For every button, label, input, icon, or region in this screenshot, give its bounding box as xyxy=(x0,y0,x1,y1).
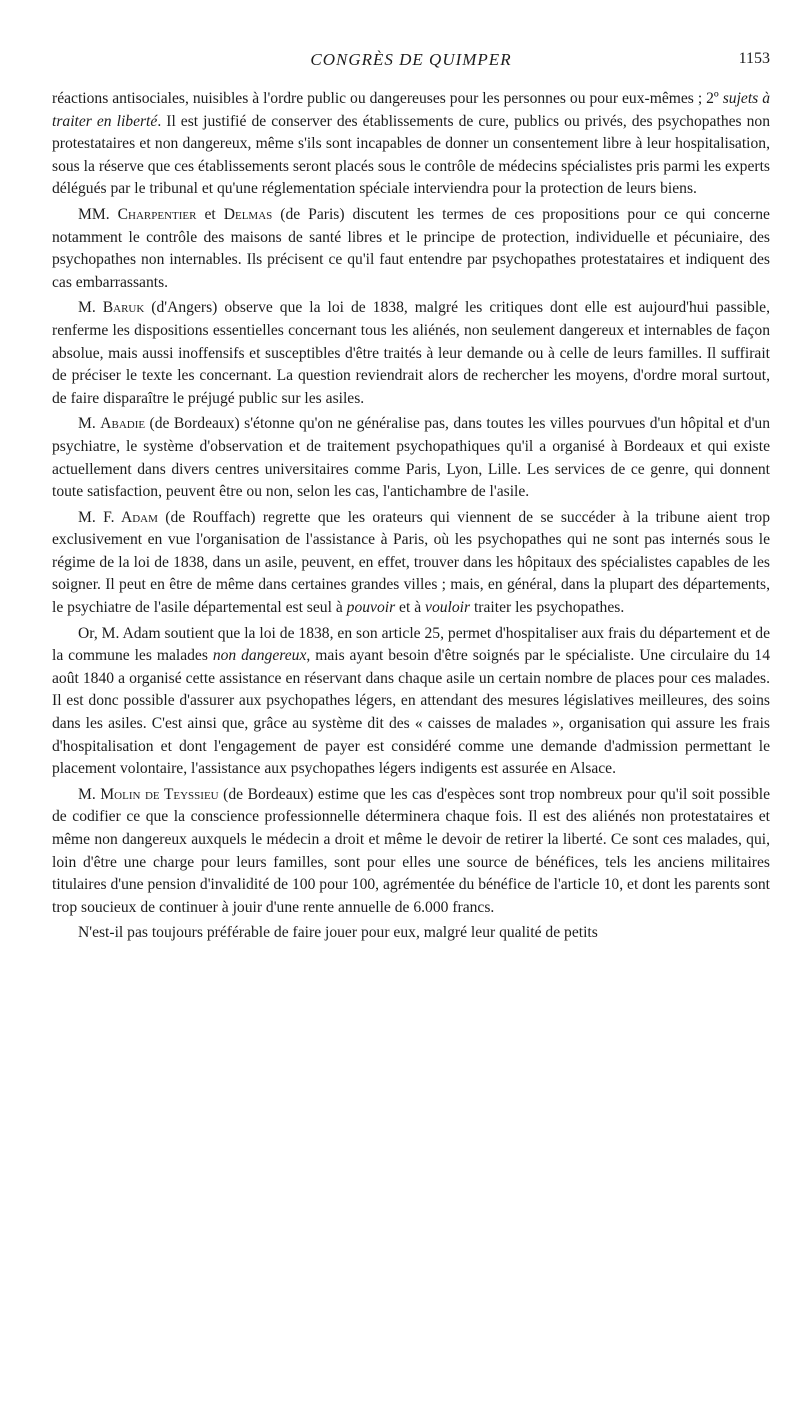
text-run: traiter les psychopathes. xyxy=(470,599,625,617)
speaker-name: F. Adam xyxy=(103,508,158,526)
paragraph-abadie xyxy=(52,413,770,503)
paragraph-baruk xyxy=(52,297,770,410)
text-run: M. xyxy=(78,508,104,526)
running-title: CONGRÈS DE QUIMPER xyxy=(310,50,512,69)
text-run: M. xyxy=(78,785,101,803)
paragraph-final-question xyxy=(52,922,770,945)
paragraph-charpentier-delmas xyxy=(52,204,770,294)
text-run: (de Bordeaux) estime que les cas d'espèces sont trop nombreux pour qu'il soit possible de codifier ce que la conscience professionnelle déterminera chaque fois. Il est des aliénés non protestataires et même non dangereux auxquels le médecin a droit et même le devoir de retirer la liberté. Ce sont ces malades, qui, loin d'être une charge pour leurs familles, sont pour elles une source de bénéfices, tels les anciens militaires titulaires d'une pension d'invalidité de 100 pour 100, agrémentée du bénéfice de l'article 10, et dont les parents sont trop soucieux de continuer à jouir d'une rente annuelle de 6.000 francs. xyxy=(52,785,770,916)
text-run: et à xyxy=(395,599,426,617)
text-run: (d'Angers) observe que la loi de 1838, malgré les critiques dont elle est aujourd'hui passible, renferme les dispositions essentielles concernant tous les aliénés, non seulement dangereux et internables de façon absolue, mais aussi inoffensifs et susceptibles d'être traités à leur demande ou à celle de leurs familles. Il suffirait de préciser le texte les concernant. La question reviendrait alors de rechercher les moyens, d'ordre moral surtout, de faire disparaître le préjugé public sur les asiles. xyxy=(52,299,770,407)
text-run: (de Rouffach) regrette que les orateurs qui viennent de se succéder à la tribune aient trop exclusivement en vue l'organisation de l'assistance à Paris, où les psychopathes qui ne sont pas internés sous le régime de la loi de 1838, dans un asile, peuvent, en effet, trouver dans les hôpitaux des spécialistes capables de les soigner. Il peut en être de même dans certaines grandes villes ; mais, en général, dans la plupart des départements, le psychiatre de l'asile départemental est seul à xyxy=(52,508,770,617)
text-run: et xyxy=(196,205,224,223)
text-run: M. xyxy=(78,415,101,433)
page-header xyxy=(52,50,770,74)
speaker-name: Abadie xyxy=(100,415,146,433)
emphasis-non-dangereux: non dangereux xyxy=(212,647,307,665)
emphasis-pouvoir: pouvoir xyxy=(346,599,396,617)
paragraph-molin-de-teyssieu xyxy=(52,784,770,920)
body-text xyxy=(52,88,770,945)
text-run: M. xyxy=(78,299,103,317)
document-page xyxy=(52,50,770,948)
text-run: MM. xyxy=(78,205,118,223)
paragraph-adam xyxy=(52,507,770,620)
speaker-name: Delmas xyxy=(223,205,273,223)
speaker-name: Molin de Teyssieu xyxy=(100,785,219,803)
text-run: , mais ayant besoin d'être soignés par le spécialiste. Une circulaire du 14 août 1840 a organisé cette assistance en réservant dans chaque asile un certain nombre de places pour ces malades. Il est donc possible d'assurer aux psychopathes légers, en attendant des mesures législatives meilleures, des soins dans les asiles. C'est ainsi que, grâce au système dit des « caisses de malades », organisation qui assure les frais d'hospitalisation et dont l'engagement de payer est considéré comme une demande d'admission permettant le placement volontaire, l'assistance aux psychopathes légers indigents est assurée en Alsace. xyxy=(52,647,770,778)
speaker-name: Charpentier xyxy=(117,205,197,223)
text-run: N'est-il pas toujours préférable de faire jouer pour eux, malgré leur qualité de petits xyxy=(78,924,598,942)
speaker-name: Baruk xyxy=(102,299,145,317)
paragraph-adam-article-25 xyxy=(52,623,770,781)
page-number: 1153 xyxy=(738,50,770,67)
emphasis-vouloir: vouloir xyxy=(425,599,471,617)
text-run: (de Bordeaux) s'étonne qu'on ne généralise pas, dans toutes les villes pourvues d'un hôpital et d'un psychiatre, le système d'observation et de traitement psychopathiques qu'il a organisé à Bordeaux et qui existe actuellement dans divers centres universitaires comme Paris, Lyon, Lille. Les services de ce genre, qui donnent toute satisfaction, peuvent être ou non, selon les cas, l'antichambre de l'asile. xyxy=(52,415,770,501)
paragraph-proposals-continued xyxy=(52,88,770,201)
emphasis-sujets-a-traiter: sujets à traiter en liberté xyxy=(52,90,770,130)
text-run: Or, M. Adam soutient que la loi de 1838, en son article 25, permet d'hospitaliser aux frais du département et de la commune les malades xyxy=(52,624,770,665)
text-run: . Il est justifié de conserver des établissements de cure, publics ou privés, des psychopathes non protestataires et non dangereux, même s'ils sont incapables de donner un consentement libre à leur hospitalisation, sous la réserve que ces établissements seront placés sous le contrôle de médecins spécialistes pris parmi les experts délégués par le tribunal et qu'une réglementation spéciale interviendra pour la protection de leurs biens. xyxy=(52,112,771,198)
text-run: (de Paris) discutent les termes de ces propositions pour ce qui concerne notamment le contrôle des maisons de santé libres et le principe de protection, individuelle et pécuniaire, des psychopathes non internables. Ils précisent ce qu'il faut entendre par psychopathes protestataires et indiquent des cas embarrassants. xyxy=(52,205,770,291)
text-run: réactions antisociales, nuisibles à l'ordre public ou dangereuses pour les personnes ou pour eux-mêmes ; 2º xyxy=(52,90,723,107)
